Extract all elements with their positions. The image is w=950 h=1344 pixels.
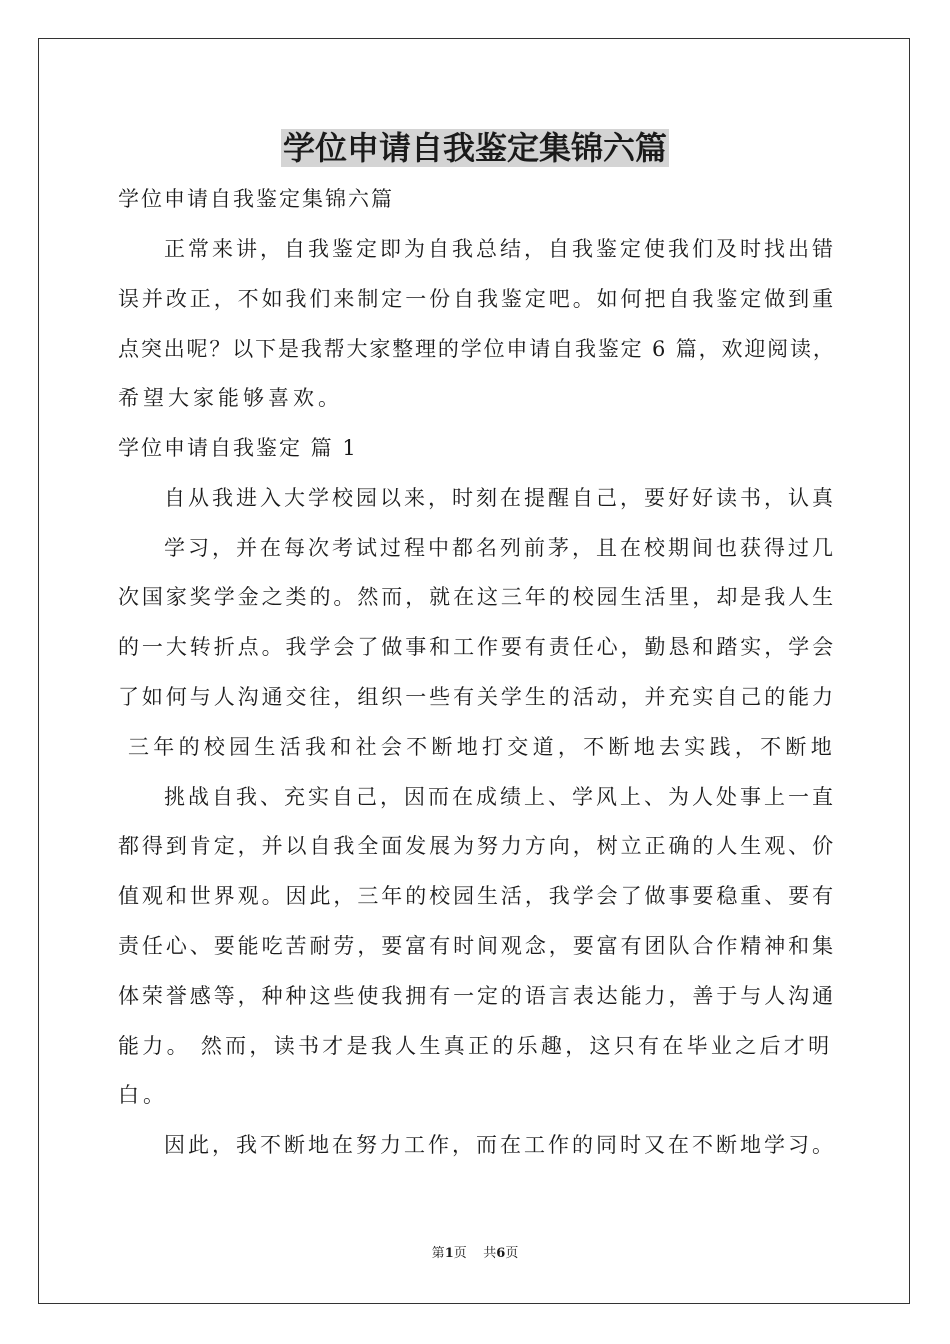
paragraph-line: 次国家奖学金之类的。然而，就在这三年的校园生活里，却是我人生: [118, 585, 836, 609]
paragraph-line: 的一大转折点。我学会了做事和工作要有责任心，勤恳和踏实，学会: [118, 635, 836, 659]
paragraph-line: 自从我进入大学校园以来，时刻在提醒自己，要好好读书，认真: [164, 486, 836, 510]
paragraph-line: 正常来讲，自我鉴定即为自我总结，自我鉴定使我们及时找出错: [164, 237, 836, 261]
paragraph-line: 学习，并在每次考试过程中都名列前茅，且在校期间也获得过几: [164, 536, 836, 560]
footer-page-current: 1: [444, 1246, 454, 1261]
paragraph-line: 能力。 然而，读书才是我人生真正的乐趣，这只有在毕业之后才明: [118, 1034, 833, 1058]
paragraph-line: 误并改正，不如我们来制定一份自我鉴定吧。如何把自我鉴定做到重: [118, 287, 836, 311]
section-heading: 学位申请自我鉴定 篇 1: [118, 436, 358, 460]
paragraph-line: 希望大家能够喜欢。: [118, 386, 343, 410]
paragraph-line: 三年的校园生活我和社会不断地打交道，不断地去实践，不断地: [128, 735, 836, 759]
paragraph-line: 都得到肯定，并以自我全面发展为努力方向，树立正确的人生观、价: [118, 834, 836, 858]
paragraph-line: 白。: [118, 1083, 168, 1107]
footer-page-mid: 页 共: [453, 1246, 497, 1261]
paragraph-line: 值观和世界观。因此，三年的校园生活，我学会了做事要稳重、要有: [118, 884, 836, 908]
page-border: [38, 38, 910, 1304]
footer-page-total: 6: [496, 1246, 506, 1261]
footer-page-prefix: 第: [431, 1246, 445, 1261]
paragraph-line: 点突出呢？以下是我帮大家整理的学位申请自我鉴定 6 篇，欢迎阅读，: [118, 337, 836, 361]
document-title-text: 学位申请自我鉴定集锦六篇: [282, 129, 667, 167]
document-subtitle: 学位申请自我鉴定集锦六篇: [118, 187, 394, 211]
paragraph-line: 体荣誉感等，种种这些使我拥有一定的语言表达能力，善于与人沟通: [118, 984, 836, 1008]
paragraph-line: 挑战自我、充实自己，因而在成绩上、学风上、为人处事上一直: [164, 785, 836, 809]
paragraph-line: 责任心、要能吃苦耐劳，要富有时间观念，要富有团队合作精神和集: [118, 934, 836, 958]
footer-page-suffix: 页: [505, 1246, 519, 1261]
paragraph-line: 因此，我不断地在努力工作，而在工作的同时又在不断地学习。: [164, 1133, 836, 1157]
page-footer: [0, 1245, 950, 1263]
document-title: [0, 126, 950, 170]
paragraph-line: 了如何与人沟通交往，组织一些有关学生的活动，并充实自己的能力: [118, 685, 836, 709]
